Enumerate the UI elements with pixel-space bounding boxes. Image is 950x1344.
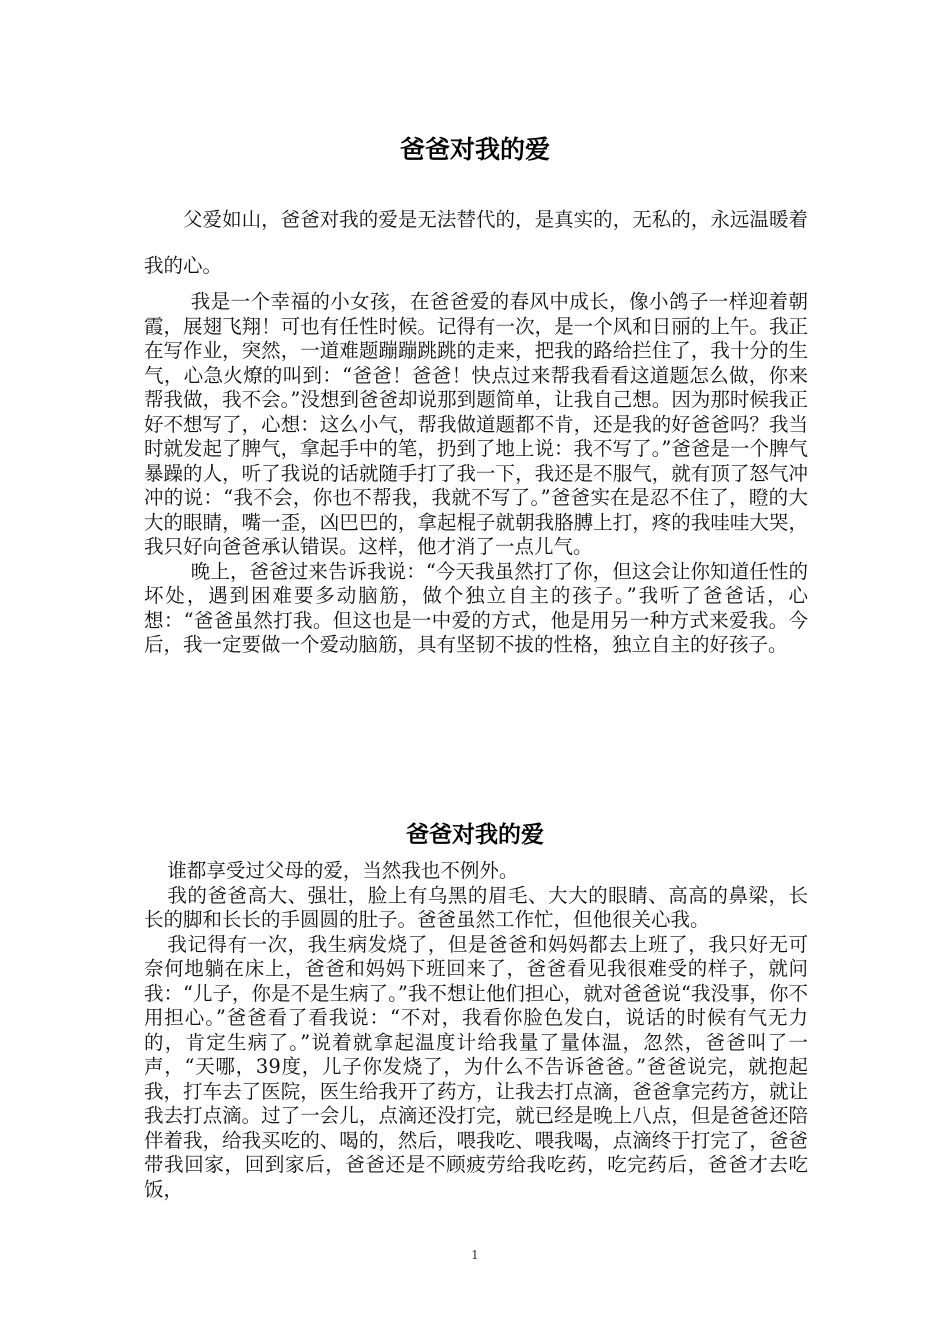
intro-paragraph: 父爱如山，爸爸对我的爱是无法替代的，是真实的，无私的，永远温暖着我的心。 — [144, 208, 808, 277]
essay-2-paragraph: 谁都享受过父母的爱，当然我也不例外。 — [167, 859, 519, 882]
essay-title-1: 爸爸对我的爱 — [399, 135, 550, 164]
essay-2-paragraph: 我的爸爸高大、强壮，脸上有乌黑的眉毛、大大的眼睛、高高的鼻梁，长长的脚和长长的手圆圆的肚子。爸爸虽然工作忙，但他很关心我。 — [144, 883, 808, 931]
essay-title-2: 爸爸对我的爱 — [406, 821, 544, 848]
essay-2-paragraph: 我记得有一次，我生病发烧了，但是爸爸和妈妈都去上班了，我只好无可奈何地躺在床上，爸爸和妈妈下班回来了，爸爸看见我很难受的样子，就问我：“儿子，你是不是生病了。”我不想让他们担心，就对爸爸说“我没事，你不用担心。”爸爸看了看我说：“不对，我看你脸色发白，说话的时候有气无力的，肯定生病了。”说着就拿起温度计给我量了量体温，忽然，爸爸叫了一声，“天哪，39度，儿子你发烧了，为什么不告诉爸爸。”爸爸说完，就抱起我，打车去了医院，医生给我开了药方，让我去打点滴，爸爸拿完药方，就让我去打点滴。过了一会儿，点滴还没打完，就已经是晚上八点，但是爸爸还陪伴着我，给我买吃的、喝的，然后，喂我吃、喂我喝，点滴终于打完了，爸爸带我回家，回到家后，爸爸还是不顾疲劳给我吃药，吃完药后，爸爸才去吃饭， — [144, 932, 808, 1201]
essay-2-body — [144, 859, 808, 1202]
page-number: 1 — [471, 1248, 479, 1262]
essay-1-paragraph: 晚上，爸爸过来告诉我说：“今天我虽然打了你，但这会让你知道任性的坏处，遇到困难要多动脑筋，做个独立自主的孩子。”我听了爸爸话，心想：“爸爸虽然打我。但这也是一中爱的方式，他是用另一种方式来爱我。今后，我一定要做一个爱动脑筋，具有坚韧不拔的性格，独立自主的好孩子。 — [144, 559, 808, 656]
essay-1-paragraph: 我是一个幸福的小女孩，在爸爸爱的春风中成长，像小鸽子一样迎着朝霞，展翅飞翔！可也有任性时候。记得有一次，是一个风和日丽的上午。我正在写作业，突然，一道难题蹦蹦跳跳的走来，把我的路给拦住了，我十分的生气，心急火燎的叫到：“爸爸！爸爸！快点过来帮我看看这道题怎么做，你来帮我做，我不会。”没想到爸爸却说那到题简单，让我自己想。因为那时候我正好不想写了，心想：这么小气，帮我做道题都不肯，还是我的好爸爸吗？我当时就发起了脾气，拿起手中的笔，扔到了地上说：我不写了。”爸爸是一个脾气暴躁的人，听了我说的话就随手打了我一下，我还是不服气，就有顶了怒气冲冲的说：“我不会，你也不帮我，我就不写了。”爸爸实在是忍不住了，瞪的大大的眼睛，嘴一歪，凶巴巴的，拿起棍子就朝我胳膊上打，疼的我哇哇大哭，我只好向爸爸承认错误。这样，他才消了一点儿气。 — [144, 290, 808, 558]
essay-1-body — [144, 290, 808, 658]
intro-paragraph-block — [144, 197, 808, 289]
